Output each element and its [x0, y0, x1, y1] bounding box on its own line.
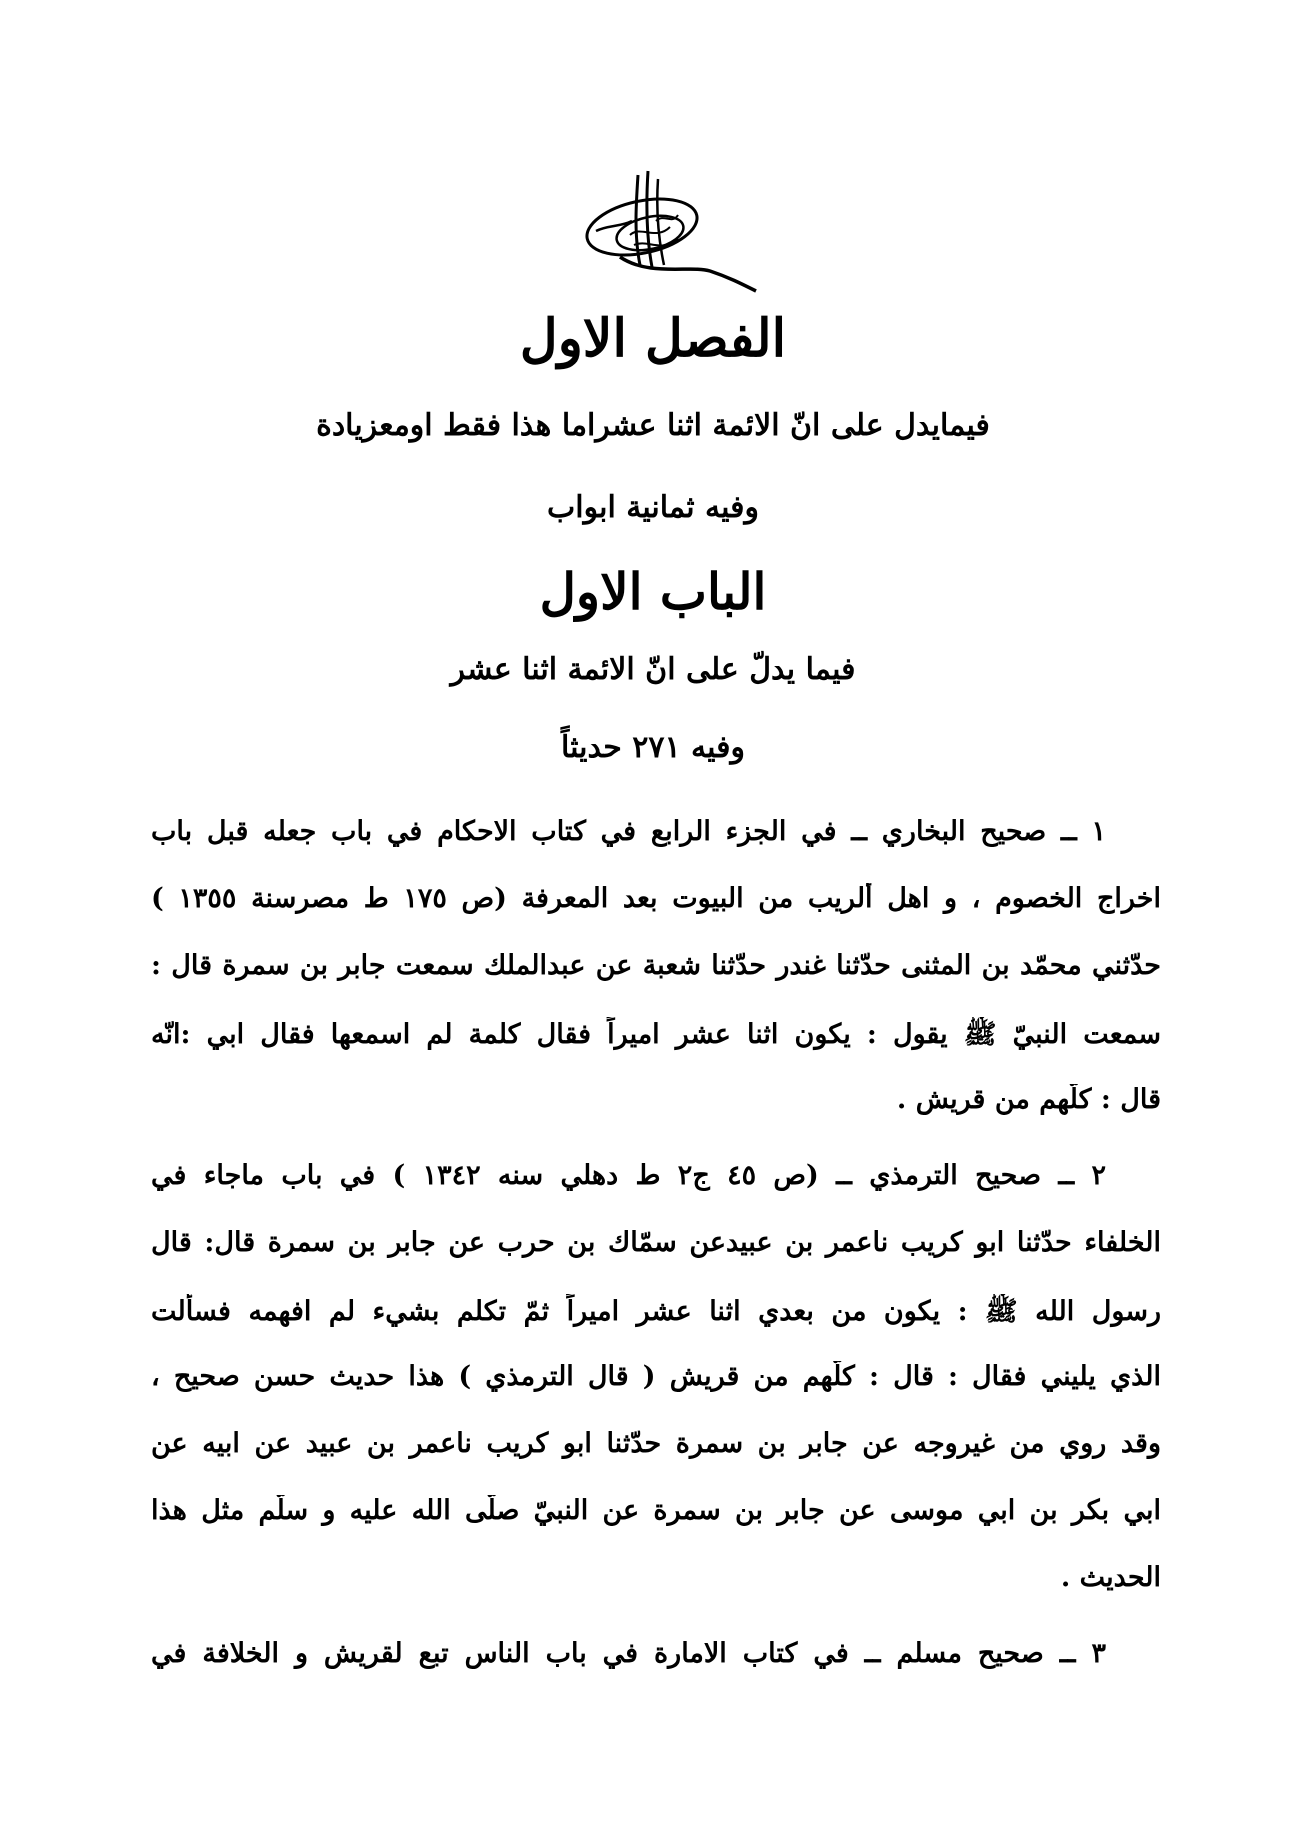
chapter-subtitle: فيمايدل على انّ الائمة اثنا عشراما هذا فقط اومعزيادة [316, 408, 990, 443]
body-line-12: الحديث . [1060, 1562, 1161, 1593]
body-line-9: الذي يليني فقال : قال : كلّهم من قريش ( قال الترمذي ) هذا حديث حسن صحيح ، [151, 1361, 1161, 1392]
body-line-3: حدّثني محمّد بن المثنى حدّثنا غندر حدّثنا شعبة عن عبدالملك سمعت جابر بن سمرة قال : [151, 950, 1161, 981]
body-line-6: ٢ ــ صحيح الترمذي ــ (ص ٤٥ ج٢ ط دهلي سنه ١٣٤٢ ) في باب ماجاء في [151, 1160, 1106, 1191]
chapter-title: الفصل الاول [519, 308, 787, 369]
body-line-10: وقد روي من غيروجه عن جابر بن سمرة حدّثنا ابو كريب ناعمر بن عبيد عن ابيه عن [151, 1428, 1161, 1459]
body-line-1: ١ ــ صحيح البخاري ــ في الجزء الرابع في كتاب الاحكام في باب جعله قبل باب [151, 816, 1106, 847]
body-line-5: قال : كلّهم من قريش . [896, 1084, 1161, 1115]
section-count: وفيه ٢٧١ حديثاً [560, 730, 746, 765]
body-line-2: اخراج الخصوم ، و اهل ألريب من البيوت بعد المعرفة (ص ١٧٥ ط مصرسنة ١٣٥٥ ) [151, 883, 1161, 914]
body-line-7: الخلفاء حدّثنا ابو كريب ناعمر بن عبيدعن سمّاك بن حرب عن جابر بن سمرة قال: قال [151, 1227, 1161, 1258]
body-line-8: رسول الله ﷺ : يكون من بعدي اثنا عشر اميراً ثمّ تكلم بشيء لم افهمه فسألت [151, 1296, 1161, 1327]
body-line-11: ابي بكر بن ابي موسى عن جابر بن سمرة عن النبيّ صلّى الله عليه و سلّم مثل هذا [151, 1495, 1161, 1526]
section-subtitle: فيما يدلّ على انّ الائمة اثنا عشر [450, 652, 856, 687]
body-line-4: سمعت النبيّ ﷺ يقول : يكون اثنا عشر اميراً فقال كلمة لم اسمعها فقال ابي :انّه [151, 1019, 1161, 1050]
section-title: الباب الاول [539, 562, 767, 621]
tughra-seal-icon [560, 165, 760, 305]
chapter-contents: وفيه ثمانية ابواب [547, 490, 759, 525]
body-line-13: ٣ ــ صحيح مسلم ــ في كتاب الامارة في باب الناس تبع لقريش و الخلافة في [151, 1638, 1106, 1669]
